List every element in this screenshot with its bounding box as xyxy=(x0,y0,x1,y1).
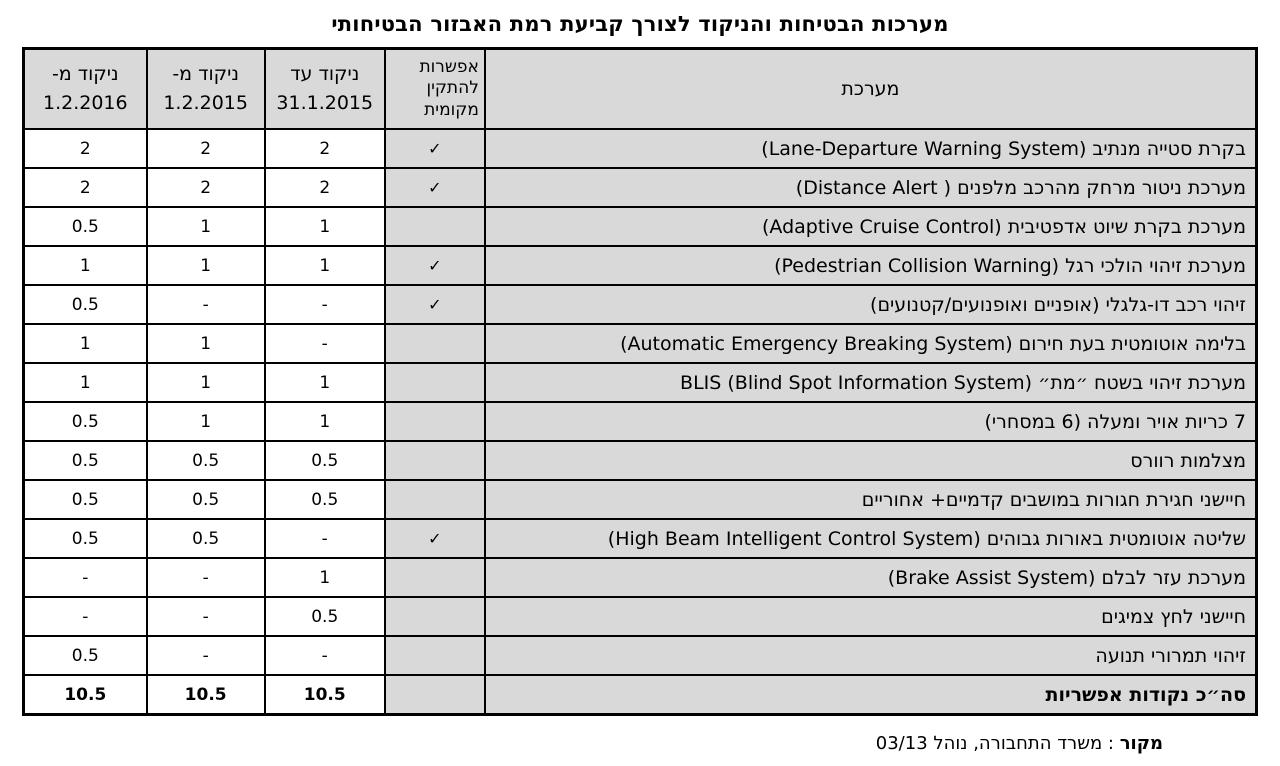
source-note xyxy=(0,733,1163,754)
table-row xyxy=(24,207,1257,246)
table-row xyxy=(24,129,1257,168)
local-install-check-cell xyxy=(385,363,485,402)
score-until-2015-cell: 2 xyxy=(265,129,385,168)
score-from-2015-cell: 10.5 xyxy=(147,675,265,715)
system-name-cell: מערכת בקרת שיוט אדפטיבית (Adaptive Cruise Control) xyxy=(485,207,1257,246)
score-from-2015-cell: 1 xyxy=(147,402,265,441)
table-row xyxy=(24,168,1257,207)
local-install-check-cell xyxy=(385,636,485,675)
score-from-2016-cell: 1 xyxy=(24,363,147,402)
score-from-2016-cell: 2 xyxy=(24,129,147,168)
score-from-2015-cell: 2 xyxy=(147,129,265,168)
score-from-2015-cell: 2 xyxy=(147,168,265,207)
local-install-check-cell xyxy=(385,324,485,363)
local-install-check-cell: ✓ xyxy=(385,168,485,207)
system-name-cell: חיישני חגירת חגורות במושבים קדמיים+ אחוריים xyxy=(485,480,1257,519)
table-row xyxy=(24,675,1257,715)
score-until-2015-cell: - xyxy=(265,324,385,363)
system-name-cell: מערכת ניטור מרחק מהרכב מלפנים ( Distance Alert) xyxy=(485,168,1257,207)
header-system: מערכת xyxy=(485,49,1257,130)
score-from-2015-cell: - xyxy=(147,636,265,675)
score-from-2016-cell: - xyxy=(24,597,147,636)
score-from-2016-cell: 0.5 xyxy=(24,519,147,558)
local-install-check-cell xyxy=(385,402,485,441)
score-until-2015-cell: 1 xyxy=(265,363,385,402)
score-from-2015-cell: 1 xyxy=(147,207,265,246)
table-body xyxy=(24,129,1257,715)
local-install-check-cell xyxy=(385,597,485,636)
score-until-2015-cell: - xyxy=(265,285,385,324)
system-name-cell: סה״כ נקודות אפשריות xyxy=(485,675,1257,715)
table-row xyxy=(24,519,1257,558)
header-score-until-2015: ניקוד עד 31.1.2015 xyxy=(265,49,385,130)
score-from-2016-cell: 0.5 xyxy=(24,207,147,246)
table-row xyxy=(24,324,1257,363)
score-until-2015-cell: 1 xyxy=(265,207,385,246)
score-from-2015-cell: 1 xyxy=(147,324,265,363)
score-until-2015-cell: 1 xyxy=(265,402,385,441)
table-row xyxy=(24,285,1257,324)
score-from-2016-cell: 0.5 xyxy=(24,636,147,675)
score-until-2015-cell: 0.5 xyxy=(265,597,385,636)
local-install-check-cell: ✓ xyxy=(385,285,485,324)
table-row xyxy=(24,402,1257,441)
system-name-cell: מערכת זיהוי הולכי רגל (Pedestrian Collision Warning) xyxy=(485,246,1257,285)
table-row xyxy=(24,636,1257,675)
table-row xyxy=(24,441,1257,480)
score-from-2015-cell: 1 xyxy=(147,363,265,402)
score-from-2015-cell: 0.5 xyxy=(147,480,265,519)
score-from-2016-cell: - xyxy=(24,558,147,597)
system-name-cell: 7 כריות אויר ומעלה (6 במסחרי) xyxy=(485,402,1257,441)
local-install-check-cell xyxy=(385,480,485,519)
local-install-check-cell: ✓ xyxy=(385,129,485,168)
page-title: מערכות הבטיחות והניקוד לצורך קביעת רמת האבזור הבטיחותי xyxy=(331,12,949,36)
score-until-2015-cell: 1 xyxy=(265,558,385,597)
score-until-2015-cell: 10.5 xyxy=(265,675,385,715)
score-from-2016-cell: 0.5 xyxy=(24,402,147,441)
score-from-2016-cell: 2 xyxy=(24,168,147,207)
score-from-2015-cell: 0.5 xyxy=(147,519,265,558)
score-from-2016-cell: 1 xyxy=(24,246,147,285)
header-row xyxy=(24,49,1257,130)
score-from-2016-cell: 1 xyxy=(24,324,147,363)
table-row xyxy=(24,246,1257,285)
local-install-check-cell: ✓ xyxy=(385,519,485,558)
table-row xyxy=(24,558,1257,597)
table-row xyxy=(24,597,1257,636)
score-from-2015-cell: - xyxy=(147,558,265,597)
score-from-2015-cell: 1 xyxy=(147,246,265,285)
local-install-check-cell: ✓ xyxy=(385,246,485,285)
score-until-2015-cell: - xyxy=(265,636,385,675)
system-name-cell: זיהוי תמרורי תנועה xyxy=(485,636,1257,675)
system-name-cell: זיהוי רכב דו-גלגלי (אופניים ואופנועים/קטנועים) xyxy=(485,285,1257,324)
score-until-2015-cell: 0.5 xyxy=(265,480,385,519)
header-score-from-2015: ניקוד מ- 1.2.2015 xyxy=(147,49,265,130)
system-name-cell: חיישני לחץ צמיגים xyxy=(485,597,1257,636)
local-install-check-cell xyxy=(385,207,485,246)
score-from-2016-cell: 0.5 xyxy=(24,480,147,519)
header-score-from-2016: ניקוד מ- 1.2.2016 xyxy=(24,49,147,130)
safety-systems-table xyxy=(22,47,1258,716)
table-row xyxy=(24,363,1257,402)
score-from-2016-cell: 0.5 xyxy=(24,285,147,324)
table-row xyxy=(24,480,1257,519)
score-until-2015-cell: 2 xyxy=(265,168,385,207)
source-text: : משרד התחבורה, נוהל 03/13 xyxy=(875,733,1120,754)
table-header xyxy=(24,49,1257,130)
system-name-cell: בקרת סטייה מנתיב (Lane-Departure Warning System) xyxy=(485,129,1257,168)
system-name-cell: מצלמות רוורס xyxy=(485,441,1257,480)
score-from-2015-cell: - xyxy=(147,597,265,636)
score-until-2015-cell: - xyxy=(265,519,385,558)
score-until-2015-cell: 1 xyxy=(265,246,385,285)
system-name-cell: שליטה אוטומטית באורות גבוהים (High Beam Intelligent Control System) xyxy=(485,519,1257,558)
score-from-2015-cell: 0.5 xyxy=(147,441,265,480)
score-from-2015-cell: - xyxy=(147,285,265,324)
local-install-check-cell xyxy=(385,441,485,480)
local-install-check-cell xyxy=(385,675,485,715)
score-until-2015-cell: 0.5 xyxy=(265,441,385,480)
score-from-2016-cell: 10.5 xyxy=(24,675,147,715)
source-label: מקור xyxy=(1119,733,1163,754)
local-install-check-cell xyxy=(385,558,485,597)
system-name-cell: מערכת זיהוי בשטח ״מת״ BLIS (Blind Spot Information System) xyxy=(485,363,1257,402)
score-from-2016-cell: 0.5 xyxy=(24,441,147,480)
system-name-cell: מערכת עזר לבלם (Brake Assist System) xyxy=(485,558,1257,597)
header-local-install: אפשרות להתקין מקומית xyxy=(385,49,485,130)
system-name-cell: בלימה אוטומטית בעת חירום (Automatic Emergency Breaking System) xyxy=(485,324,1257,363)
